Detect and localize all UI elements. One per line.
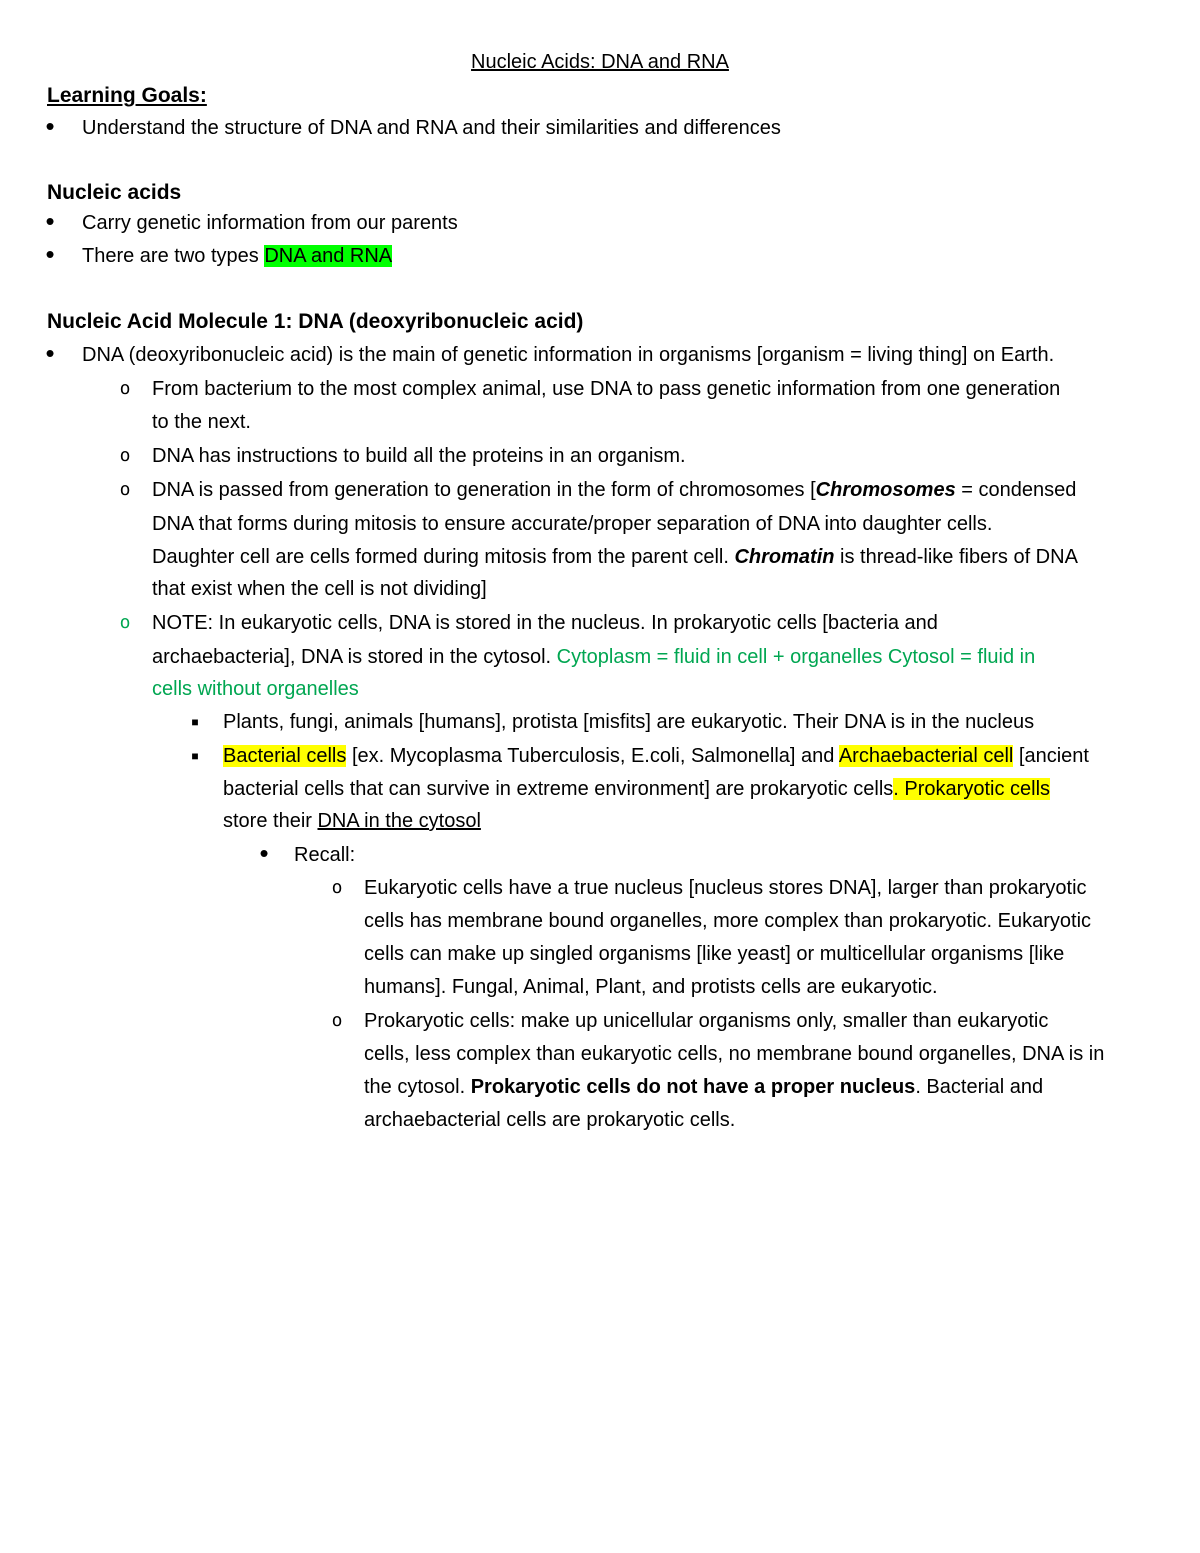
prokaryote-line-3: [223, 809, 481, 833]
square-bullet-icon: ■: [191, 715, 199, 729]
circle-bullet-icon: o: [119, 612, 131, 633]
term-chromosomes: Chromosomes: [815, 479, 956, 501]
prokaryote-line-2: [223, 777, 1050, 801]
prokaryote-line-1: [223, 744, 1089, 768]
eukaryotic-line-4: humans]. Fungal, Animal, Plant, and protists cells are eukaryotic.: [364, 976, 938, 998]
text-run: . Bacterial and: [915, 1076, 1044, 1098]
note-line-2: [152, 645, 1035, 669]
prokaryotic-line-3: [364, 1075, 1043, 1099]
text-run: is thread-like fibers of DNA: [834, 546, 1078, 568]
nucleic-acids-heading: Nucleic acids: [47, 181, 182, 204]
text-run: = condensed: [955, 479, 1077, 501]
eukaryotic-line-1: Eukaryotic cells have a true nucleus [nucleus stores DNA], larger than prokaryotic: [364, 877, 1087, 899]
green-text-run: Cytoplasm = fluid in cell + organelles Cytosol = fluid in: [556, 646, 1036, 668]
dna-sub-3-line-2: DNA that forms during mitosis to ensure accurate/proper separation of DNA into daughter cells.: [152, 513, 993, 535]
recall-label: Recall:: [294, 844, 356, 866]
highlight-prokaryotic-cells: . Prokaryotic cells: [893, 778, 1051, 800]
text-run: bacterial cells that can survive in extreme environment] are prokaryotic cells: [223, 778, 894, 800]
square-bullet-icon: ■: [191, 749, 199, 763]
circle-bullet-icon: o: [119, 479, 131, 500]
bullet-icon: •: [45, 239, 55, 269]
bold-proper-nucleus: Prokaryotic cells do not have a proper nucleus: [470, 1076, 916, 1098]
note-line-1: NOTE: In eukaryotic cells, DNA is stored in the nucleus. In prokaryotic cells [bacteria and: [152, 612, 938, 634]
note-line-3: cells without organelles: [152, 678, 359, 700]
dna-main-item: DNA (deoxyribonucleic acid) is the main of genetic information in organisms [organism = living thing] on Earth.: [82, 344, 1055, 366]
dna-sub-3-line-4: that exist when the cell is not dividing]: [152, 578, 487, 600]
prokaryotic-line-1: Prokaryotic cells: make up unicellular organisms only, smaller than eukaryotic: [364, 1010, 1049, 1032]
dna-sub-2: DNA has instructions to build all the proteins in an organism.: [152, 445, 686, 467]
dna-sub-3-line-1: [152, 478, 1076, 502]
bullet-icon: •: [45, 111, 55, 141]
learning-goal-item: Understand the structure of DNA and RNA and their similarities and differences: [82, 117, 781, 139]
prokaryotic-line-4: archaebacterial cells are prokaryotic cells.: [364, 1109, 736, 1131]
dna-sub-1-line-1: From bacterium to the most complex animal, use DNA to pass genetic information from one generation: [152, 378, 1061, 400]
dna-sub-1-line-2: to the next.: [152, 411, 251, 433]
bullet-icon: •: [45, 338, 55, 368]
underlined-dna-cytosol: DNA in the cytosol: [317, 810, 481, 832]
dna-sub-3-line-3: [152, 545, 1078, 569]
circle-bullet-icon: o: [119, 378, 131, 399]
eukaryotic-line-2: cells has membrane bound organelles, more complex than prokaryotic. Eukaryotic: [364, 910, 1092, 932]
text-run: DNA is passed from generation to generation in the form of chromosomes [: [152, 479, 816, 501]
nucleic-acids-item-2: [82, 244, 392, 268]
eukaryotic-line-3: cells can make up singled organisms [like yeast] or multicellular organisms [like: [364, 943, 1065, 965]
dna-section-heading: Nucleic Acid Molecule 1: DNA (deoxyribonucleic acid): [47, 310, 584, 333]
page-title: Nucleic Acids: DNA and RNA: [471, 51, 729, 73]
highlight-dna-rna: DNA and RNA: [264, 245, 393, 267]
circle-bullet-icon: o: [331, 1010, 343, 1031]
nucleic-acids-item-1: Carry genetic information from our parents: [82, 212, 458, 234]
learning-goals-heading: Learning Goals:: [47, 84, 207, 107]
circle-bullet-icon: o: [331, 877, 343, 898]
bullet-icon: •: [45, 206, 55, 236]
circle-bullet-icon: o: [119, 445, 131, 466]
eukaryote-examples: Plants, fungi, animals [humans], protista [misfits] are eukaryotic. Their DNA is in the nucleus: [223, 711, 1035, 733]
bullet-icon: •: [259, 838, 269, 868]
text-run: the cytosol.: [364, 1076, 471, 1098]
text-run: Daughter cell are cells formed during mitosis from the parent cell.: [152, 546, 735, 568]
highlight-archaebacterial-cell: Archaebacterial cell: [838, 745, 1014, 767]
item-text: There are two types: [82, 245, 265, 267]
highlight-bacterial-cells: Bacterial cells: [223, 745, 347, 767]
prokaryotic-line-2: cells, less complex than eukaryotic cells, no membrane bound organelles, DNA is in: [364, 1043, 1105, 1065]
text-run: archaebacteria], DNA is stored in the cytosol.: [152, 646, 557, 668]
text-run: [ex. Mycoplasma Tuberculosis, E.coli, Salmonella] and: [346, 745, 839, 767]
text-run: store their: [223, 810, 318, 832]
text-run: [ancient: [1013, 745, 1089, 767]
term-chromatin: Chromatin: [734, 546, 835, 568]
